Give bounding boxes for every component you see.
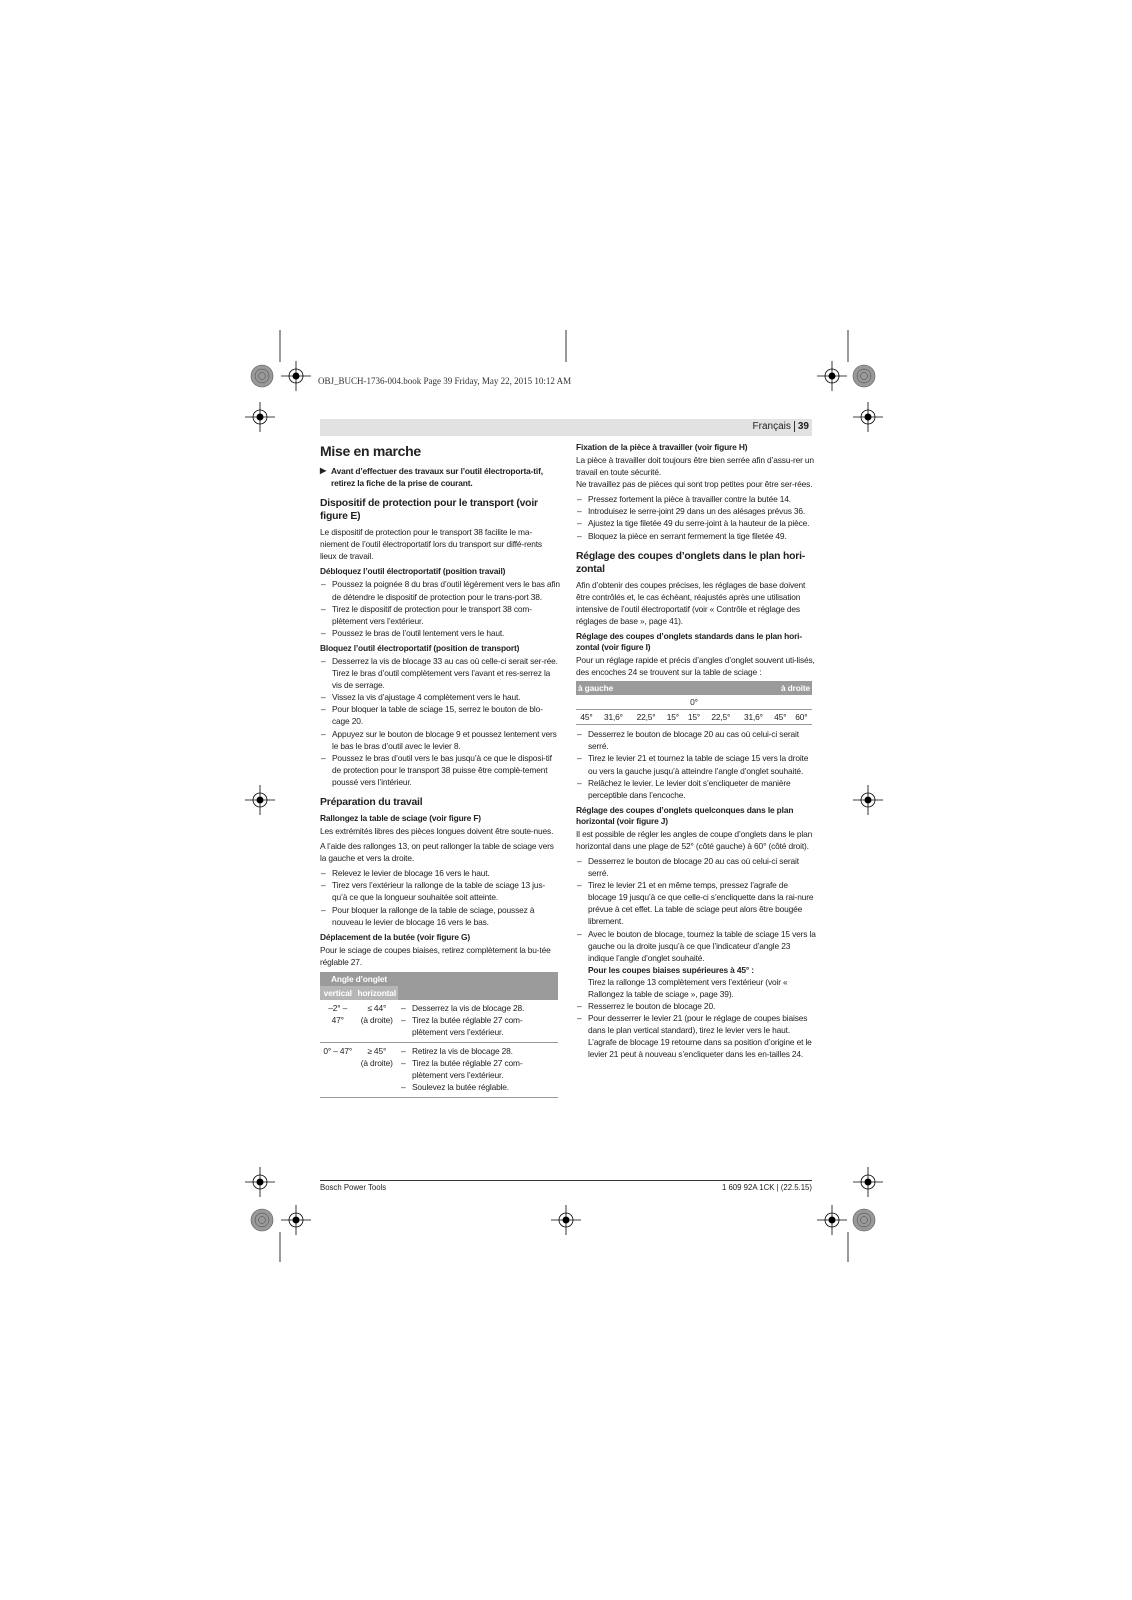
paragraph-sup-45: Tirez la rallonge 13 complètement vers l’extérieur (voir « Rallongez la table de sciage », page 39). (588, 976, 788, 999)
paragraph-rallong-2: A l’aide des rallonges 13, on peut rallonger la table de sciage vers la gauche et vers la droite. (320, 841, 554, 864)
label-left: à gauche (576, 681, 683, 695)
right-column (576, 442, 816, 1061)
list-item: – Desserrez le bouton de blocage 20 au cas où celui-ci serait serré. (576, 728, 816, 752)
list-item: – Pour bloquer la rallonge de la table de sciage, poussez à nouveau le levier de blocage 16 vers le bas. (320, 904, 560, 928)
col-vertical: vertical (320, 986, 355, 1000)
angle-value: 15° (666, 712, 679, 723)
angle-value: 31,6° (603, 712, 623, 723)
list-standards (576, 728, 816, 801)
list-item: – Desserrez la vis de blocage 28. (400, 1002, 556, 1014)
list-item: – Tirez la butée réglable 27 com-plètement vers l’extérieur. (400, 1014, 556, 1038)
angle-value: 22,5° (711, 712, 731, 723)
list-item: – Desserrez le bouton de blocage 20 au cas où celui-ci serait serré. (576, 855, 816, 879)
heading-sup-45: Pour les coupes biaises supérieures à 45° : (588, 964, 754, 975)
heading-preparation: Préparation du travail (320, 796, 423, 808)
list-item: – Tirez le dispositif de protection pour le transport 38 com-plètement vers l’extérieur. (320, 603, 560, 627)
list-rallongez (320, 867, 560, 927)
list-item: – Tirez vers l’extérieur la rallonge de la table de sciage 13 jus-qu’à ce que la longueur souhaitée soit atteinte. (320, 879, 560, 903)
cell-actions (398, 1042, 558, 1097)
heading-transport: Dispositif de protection pour le transport (voir figure E) (320, 498, 538, 523)
list-item: – Resserrez le bouton de blocage 20. (576, 1000, 816, 1012)
list-item: – Pour desserrer le levier 21 (pour le réglage de coupes biaises dans le plan vertical standard), tirez le levier vers le haut. (576, 1012, 816, 1036)
table-row (576, 710, 812, 725)
list-item: – Desserrez la vis de blocage 33 au cas où celle-ci serait ser-rée. Tirez le bras d’outil complètement vers l’avant et res-serrez la vis de serrage. (320, 655, 560, 691)
list-item: – Ajustez la tige filetée 49 du serre-joint à la hauteur de la pièce. (576, 517, 816, 529)
paragraph-fix-1: La pièce à travailler doit toujours être bien serrée afin d’assu-rer un travail en toute sécurité. (576, 455, 814, 478)
cell-vertical: 0° – 47° (320, 1042, 355, 1097)
heading-bloquez: Bloquez l’outil électroportatif (position de transport) (320, 642, 520, 653)
heading-debloquez: Débloquez l’outil électroportatif (position travail) (320, 566, 506, 577)
angle-value: 15° (687, 712, 701, 723)
paragraph-rallong-1: Les extrémités libres des pièces longues doivent être soute-nues. (320, 825, 554, 836)
header-language (753, 421, 809, 432)
center-angle: 0° (690, 697, 698, 708)
list-item: – Poussez le bras de l’outil lentement vers le haut. (320, 627, 560, 639)
list-item: – Introduisez le serre-joint 29 dans un des alésages prévus 36. (576, 505, 816, 517)
list-bloquez (320, 655, 560, 788)
col-horizontal: horizontal (357, 987, 396, 998)
list-item: – Tirez le levier 21 et tournez la table de sciage 15 vers la droite ou vers la gauche jusqu’à atteindre l’angle d’onglet souhaité. (576, 752, 816, 776)
page-footer (320, 1180, 812, 1192)
heading-butee: Déplacement de la butée (voir figure G) (320, 931, 471, 942)
table-group-header: Angle d’onglet (320, 972, 398, 986)
footer-left: Bosch Power Tools (320, 1183, 387, 1192)
angle-value: 45° (580, 712, 593, 723)
list-item: – Appuyez sur le bouton de blocage 9 et poussez lentement vers le bas le bras d’outil avec le levier 8. (320, 728, 560, 752)
cell-actions (398, 1000, 558, 1043)
angle-value: 45° (774, 712, 787, 723)
heading-rallongez: Rallongez la table de sciage (voir figure F) (320, 812, 481, 823)
warning-note: ▶ Avant d’effectuer des travaux sur l’outil électroporta-tif, retirez la fiche de la prise de courant. (320, 465, 560, 489)
list-item: – Pressez fortement la pièce à travailler contre la butée 14. (576, 493, 816, 505)
list-item: – Bloquez la pièce en serrant fermement la tige filetée 49. (576, 530, 816, 542)
list-quelconques-2 (576, 1000, 816, 1036)
table-row (320, 1042, 558, 1097)
cell-horizontal: ≥ 45° (à droite) (355, 1042, 398, 1097)
page-header (320, 419, 812, 436)
footer-right: 1 609 92A 1CK | (22.5.15) (721, 1183, 812, 1192)
list-item: – Poussez le bras d’outil vers le bas jusqu’à ce que le disposi-tif de protection pour le transport 38 puisse être complè-tement poussé vers l’intérieur. (320, 752, 560, 788)
paragraph-reglage: Afin d’obtenir des coupes précises, les réglages de base doivent être contrôlés et, le cas échéant, réajustés après une utilisation intensive de l’outil électroportatif (voir « Contrôle et réglage des réglages de base », page 41). (576, 579, 806, 626)
heading-fixation: Fixation de la pièce à travailler (voir figure H) (576, 442, 748, 452)
heading-mise-en-marche: Mise en marche (320, 443, 421, 459)
list-item: – Avec le bouton de blocage, tournez la table de sciage 15 vers la gauche ou la droite jusqu’à ce que l’indicateur d’angle 23 indique l’angle d’onglet souhaité. (576, 928, 816, 964)
list-item: – Poussez la poignée 8 du bras d’outil légèrement vers le bas afin de détendre le dispositif de protection pour le trans-port 38. (320, 578, 560, 602)
list-item: – Vissez la vis d’ajustage 4 complètement vers le haut. (320, 691, 560, 703)
list-item: – Relevez le levier de blocage 16 vers le haut. (320, 867, 560, 879)
list-item: – Pour bloquer la table de sciage 15, serrez le bouton de blo-cage 20. (320, 703, 560, 727)
paragraph-quelconques: Il est possible de régler les angles de coupe d’onglets dans le plan horizontal dans une plage de 52° (côté gauche) à 60° (côté droit). (576, 828, 813, 851)
left-column (320, 442, 560, 1098)
cell-horizontal: ≤ 44° (à droite) (355, 1000, 398, 1043)
table-encoches (576, 681, 812, 725)
list-fixation (576, 493, 816, 541)
table-row (320, 1000, 558, 1043)
angle-value: 60° (795, 712, 808, 723)
list-item: – Tirez la butée réglable 27 com-plètement vers l’extérieur. (400, 1057, 556, 1081)
heading-reglage: Réglage des coupes d’onglets dans le plan hori-zontal (576, 550, 806, 575)
heading-standards: Réglage des coupes d’onglets standards dans le plan hori-zontal (voir figure I) (576, 631, 802, 653)
list-quelconques (576, 855, 816, 964)
paragraph-butee: Pour le sciage de coupes biaises, retirez complètement la bu-tée réglable 27. (320, 944, 551, 967)
label-right: à droite (683, 681, 812, 695)
list-item: – Tirez le levier 21 et en même temps, pressez l’agrafe de blocage 19 jusqu’à ce que celle-ci s’encliquette dans la rai-nure prévue à cet effet. La table de sciage peut alors être bougée librement. (576, 879, 816, 927)
list-item: – Relâchez le levier. Le levier doit s’encliqueter de manière perceptible dans l’encoche. (576, 777, 816, 801)
angle-value: 22,5° (636, 712, 656, 723)
paragraph-transport: Le dispositif de protection pour le transport 38 facilite le ma-niement de l’outil électroportatif lors du transport sur diffé-rents lieux de travail. (320, 527, 542, 562)
list-debloquez (320, 578, 560, 638)
print-info: OBJ_BUCH-1736-004.book Page 39 Friday, May 22, 2015 10:12 AM (318, 376, 572, 386)
angle-value: 31,6° (743, 712, 763, 723)
page-number: 39 (794, 421, 809, 432)
table-angle-onglet (320, 972, 558, 1098)
list-item: – Soulevez la butée réglable. (400, 1081, 556, 1093)
list-item: – Retirez la vis de blocage 28. (400, 1045, 556, 1057)
heading-quelconques: Réglage des coupes d’onglets quelconques dans le plan horizontal (voir figure J) (576, 804, 794, 826)
paragraph-final: L’agrafe de blocage 19 retourne dans sa position d’origine et le levier 21 peut à nouveau s’encliqueter dans les en-tailles 24. (588, 1037, 812, 1060)
paragraph-standards: Pour un réglage rapide et précis d’angles d’onglet souvent uti-lisés, des encoches 24 se trouvent sur la table de sciage : (576, 655, 815, 678)
cell-vertical: –2° – 47° (320, 1000, 355, 1043)
paragraph-fix-2: Ne travaillez pas de pièces qui sont trop petites pour être ser-rées. (576, 479, 813, 490)
language-label: Français (752, 421, 791, 432)
